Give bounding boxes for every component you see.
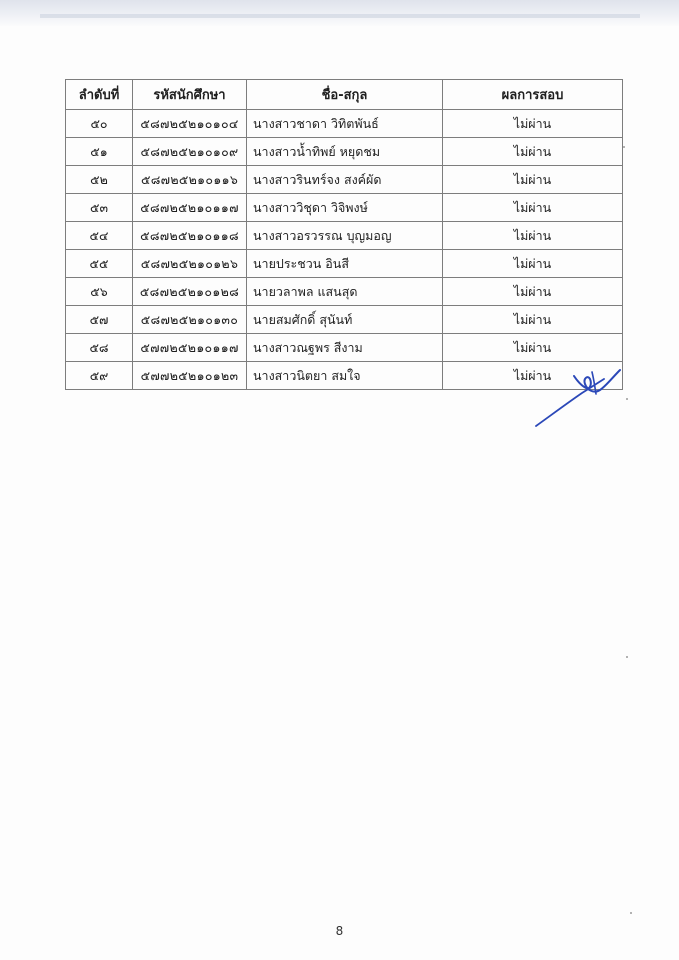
table-row [66, 166, 623, 194]
cell-student-id: ๕๗๗๒๕๒๑๐๑๑๗ [133, 334, 247, 362]
table-row [66, 138, 623, 166]
cell-seq: ๕๐ [66, 110, 133, 138]
table-row [66, 250, 623, 278]
cell-name: นางสาวนิตยา สมใจ [247, 362, 443, 390]
cell-name: นางสาวน้ำทิพย์ หยุดชม [247, 138, 443, 166]
table-row [66, 110, 623, 138]
cell-student-id: ๕๗๗๒๕๒๑๐๑๒๓ [133, 362, 247, 390]
scan-artifact-line [40, 14, 640, 18]
cell-student-id: ๕๘๗๒๕๒๑๐๑๐๔ [133, 110, 247, 138]
scan-speck [626, 656, 628, 658]
cell-seq: ๕๘ [66, 334, 133, 362]
cell-student-id: ๕๘๗๒๕๒๑๐๑๒๘ [133, 278, 247, 306]
scan-top-edge [0, 0, 679, 26]
header-student-id: รหัสนักศึกษา [133, 80, 247, 110]
cell-name: นางสาวรินทร์จง สงค์ผัด [247, 166, 443, 194]
cell-result: ไม่ผ่าน [443, 138, 623, 166]
cell-result: ไม่ผ่าน [443, 250, 623, 278]
cell-result: ไม่ผ่าน [443, 278, 623, 306]
cell-name: นางสาวชาดา วิทิตพันธ์ [247, 110, 443, 138]
header-name: ชื่อ-สกุล [247, 80, 443, 110]
cell-seq: ๕๔ [66, 222, 133, 250]
cell-result: ไม่ผ่าน [443, 222, 623, 250]
cell-seq: ๕๑ [66, 138, 133, 166]
header-result: ผลการสอบ [443, 80, 623, 110]
table-row [66, 306, 623, 334]
cell-seq: ๕๙ [66, 362, 133, 390]
cell-seq: ๕๒ [66, 166, 133, 194]
cell-student-id: ๕๘๗๒๕๒๑๐๑๑๘ [133, 222, 247, 250]
cell-name: นางสาววิชุดา วิจิพงษ์ [247, 194, 443, 222]
scan-speck [626, 398, 628, 400]
cell-seq: ๕๗ [66, 306, 133, 334]
header-seq: ลำดับที่ [66, 80, 133, 110]
cell-result: ไม่ผ่าน [443, 194, 623, 222]
table-row [66, 194, 623, 222]
cell-result: ไม่ผ่าน [443, 334, 623, 362]
table-header-row [66, 80, 623, 110]
cell-seq: ๕๖ [66, 278, 133, 306]
cell-name: นางสาวอรวรรณ บุญมอญ [247, 222, 443, 250]
cell-name: นายประชวน อินสี [247, 250, 443, 278]
cell-name: นายวลาพล แสนสุด [247, 278, 443, 306]
cell-student-id: ๕๘๗๒๕๒๑๐๑๒๖ [133, 250, 247, 278]
table-row [66, 334, 623, 362]
handwritten-signature [534, 360, 626, 430]
cell-result: ไม่ผ่าน [443, 306, 623, 334]
cell-result: ไม่ผ่าน [443, 362, 623, 390]
cell-seq: ๕๓ [66, 194, 133, 222]
scan-speck [623, 146, 625, 148]
table-row [66, 222, 623, 250]
cell-name: นางสาวณฐพร สีงาม [247, 334, 443, 362]
cell-name: นายสมศักดิ์ สุนันท์ [247, 306, 443, 334]
cell-result: ไม่ผ่าน [443, 166, 623, 194]
scan-speck [630, 912, 632, 914]
table-row [66, 278, 623, 306]
page-number: 8 [335, 924, 344, 938]
cell-student-id: ๕๘๗๒๕๒๑๐๑๑๖ [133, 166, 247, 194]
cell-result: ไม่ผ่าน [443, 110, 623, 138]
cell-student-id: ๕๘๗๒๕๒๑๐๑๓๐ [133, 306, 247, 334]
exam-results-table [65, 79, 623, 390]
cell-student-id: ๕๘๗๒๕๒๑๐๑๑๗ [133, 194, 247, 222]
cell-student-id: ๕๘๗๒๕๒๑๐๑๐๙ [133, 138, 247, 166]
cell-seq: ๕๕ [66, 250, 133, 278]
